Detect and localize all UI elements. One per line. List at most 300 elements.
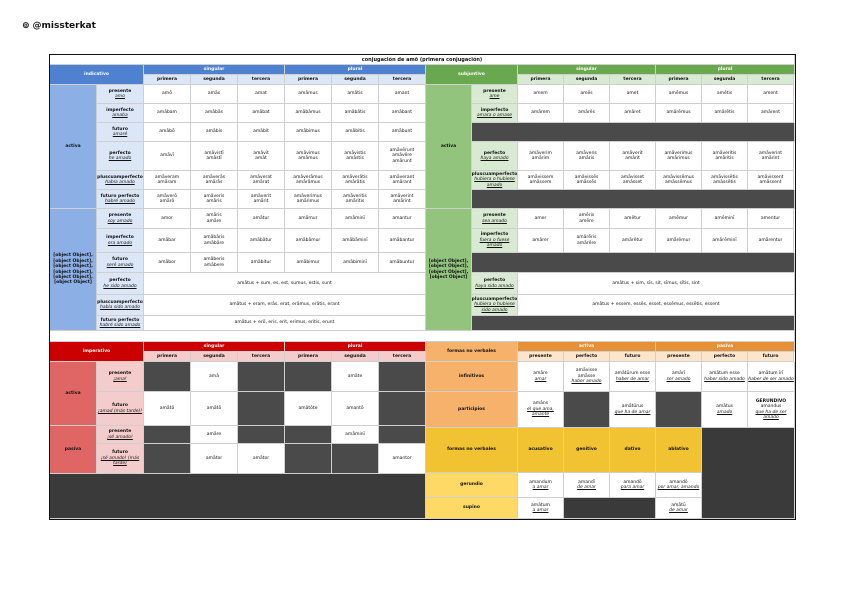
- form-gloss: para amar: [620, 485, 645, 490]
- form: amātūrum esse: [614, 371, 651, 377]
- empty-row: [472, 253, 795, 273]
- tense-indicativo-pasiva: [97, 273, 144, 295]
- empty-cell: [656, 392, 702, 428]
- form-cell: amāverint amārint: [748, 142, 794, 171]
- nonfinite-label: formas no verbales: [426, 342, 518, 362]
- periphrastic-cell: amātus + eram, erās, erat, erāmus, erātis, erant: [144, 295, 426, 316]
- form-cell: amārem: [518, 104, 564, 123]
- form-cell: amābar: [144, 229, 191, 253]
- form-cell: ament: [748, 85, 794, 104]
- form-cell: amāvissēmus amāssēmus: [656, 171, 702, 190]
- empty-cell: [238, 362, 285, 392]
- form: amāre: [533, 371, 548, 377]
- tense-name: futuro: [112, 126, 128, 132]
- form-cell: amārēmus: [656, 104, 702, 123]
- tense-subjuntivo-pasiva: [472, 229, 518, 253]
- header-person: primera: [518, 75, 564, 85]
- form-gloss: a amar: [532, 508, 549, 513]
- form-gloss: de amar: [669, 508, 688, 513]
- form-cell: [702, 362, 748, 392]
- form-cell: amēs: [564, 85, 610, 104]
- form-cell: amētur: [610, 209, 656, 229]
- header-tense: futuro: [610, 352, 656, 362]
- header-tense: perfecto: [702, 352, 748, 362]
- form-cell: amātor: [191, 444, 238, 474]
- form-gloss: a amar: [532, 485, 549, 490]
- form-cell: [748, 362, 795, 392]
- form-cell: amātis: [332, 85, 379, 104]
- form-gloss: el que ama, amante: [527, 406, 554, 418]
- form-cell: amābāris amābāre: [191, 229, 238, 253]
- header-person: primera: [285, 75, 332, 85]
- form-cell: amāvistis amāstis: [332, 142, 379, 171]
- header-tense: perfecto: [564, 352, 610, 362]
- form-cell: amantō: [332, 392, 379, 426]
- form-cell: amāvissēs amāssēs: [564, 171, 610, 190]
- periphrastic-cell: amātus + erō, eris, erit, erimus, eritis, erunt: [144, 316, 426, 331]
- form-cell: amābiminī: [332, 253, 379, 273]
- form-cell: [702, 392, 748, 428]
- header-person: primera: [144, 75, 191, 85]
- empty-cell: [564, 498, 656, 519]
- tense-gloss: era amado: [107, 240, 133, 246]
- form-cell: [518, 362, 564, 392]
- tense-name: imperfecto: [106, 235, 134, 241]
- form-cell: amātor: [238, 444, 285, 474]
- form-cell: [518, 473, 564, 498]
- form-cell: [564, 362, 610, 392]
- tense-indicativo-pasiva: [97, 253, 144, 273]
- form-cell: amentur: [748, 209, 794, 229]
- form-cell: amāvistī amāstī: [191, 142, 238, 171]
- form-cell: amārēs: [564, 104, 610, 123]
- tense-name: futuro perfecto: [100, 193, 140, 199]
- form-cell: amāverimus amārimus: [656, 142, 702, 171]
- tense-gloss: haya amado: [480, 156, 509, 161]
- form-cell: [656, 473, 702, 498]
- tense-gloss: habré amado: [104, 199, 136, 204]
- form-cell: amāminī: [332, 209, 379, 229]
- form-cell: amātō: [144, 392, 191, 426]
- tense-indicativo-activa: [97, 190, 144, 209]
- form-cell: amābāminī: [332, 229, 379, 253]
- tense-name: pluscuamperfecto: [472, 296, 518, 302]
- form-cell: [656, 498, 702, 519]
- header-person: segunda: [332, 75, 379, 85]
- tense-indicativo-activa: [97, 171, 144, 190]
- tense-gloss: seré amado: [106, 262, 134, 268]
- tense-name: pluscuamperfecto: [472, 171, 518, 177]
- tense-gloss: haya sido amado: [475, 283, 514, 289]
- form-gloss: por amar, amando: [657, 485, 700, 490]
- tense-name: perfecto: [109, 150, 131, 156]
- periphrastic-cell: amātus + sim, sīs, sit, sīmus, sītis, sint: [518, 273, 795, 295]
- form-cell: amāris amāre: [191, 209, 238, 229]
- tense-gloss: había amado: [105, 180, 135, 185]
- form-cell: amāberis amābere: [191, 253, 238, 273]
- tense-name: perfecto: [483, 150, 506, 156]
- tense-subjuntivo-activa: [472, 171, 518, 190]
- form-gloss: que ha de amar: [614, 409, 651, 415]
- tense-imperativo-activa: [97, 392, 144, 426]
- form-cell: [610, 473, 656, 498]
- form-cell: amābit: [238, 123, 285, 142]
- form: amātum īrī: [758, 371, 784, 377]
- form-cell: amāverant amārant: [379, 171, 426, 190]
- form-cell: amāveritis amāritis: [332, 190, 379, 209]
- form-cell: amāveris amāris: [191, 190, 238, 209]
- tense-gloss: amaba: [112, 113, 128, 118]
- empty-cell: [379, 426, 426, 444]
- tense-name: presente: [108, 429, 132, 435]
- form-cell: amā: [191, 362, 238, 392]
- form-cell: [610, 392, 656, 428]
- infinitivos-label: infinitivos: [426, 362, 518, 392]
- form-cell: amāvērunt amāvēre amārunt: [379, 142, 426, 171]
- form-cell: [564, 473, 610, 498]
- tense-name: presente: [108, 88, 132, 94]
- form-cell: [656, 362, 702, 392]
- header-person: primera: [144, 352, 191, 362]
- form: amātum esse: [709, 371, 740, 377]
- tense-name: futuro perfecto: [100, 317, 140, 323]
- form: amātū: [671, 502, 686, 508]
- header-person: tercera: [379, 352, 426, 362]
- form-cell: amābātur: [238, 229, 285, 253]
- tense-indicativo-pasiva: [97, 295, 144, 316]
- empty-cell: [332, 444, 379, 474]
- table-title: conjugación de amō (primera conjugación): [50, 55, 795, 65]
- tense-gloss: ¡sé amado! (más tarde): [100, 455, 140, 467]
- tense-gloss: amaré: [112, 132, 128, 137]
- form-cell: amāverit amārit: [238, 190, 285, 209]
- empty-cell: [564, 392, 610, 428]
- imperativo-activa-label: activa: [50, 362, 97, 426]
- header-person: segunda: [191, 75, 238, 85]
- form-cell: amō: [144, 85, 191, 104]
- form: amandus: [760, 404, 782, 410]
- imperativo-pasiva-label: pasiva: [50, 426, 97, 474]
- form-cell: amētis: [702, 85, 748, 104]
- form: amandō: [623, 479, 642, 485]
- form-gloss: que ha de ser amado: [755, 409, 787, 420]
- tense-indicativo-pasiva: [97, 316, 144, 331]
- tense-subjuntivo-pasiva: [472, 295, 518, 316]
- subjuntivo-label: subjuntivo: [426, 65, 518, 85]
- form-cell: amābam: [144, 104, 191, 123]
- form-cell: amābāmur: [285, 229, 332, 253]
- header-plural: plural: [285, 65, 426, 75]
- form-cell: amer: [518, 209, 564, 229]
- form-cell: amāvissent amāssent: [748, 171, 794, 190]
- form-cell: amāveritis amāritis: [702, 142, 748, 171]
- header-singular: singular: [144, 342, 285, 352]
- tense-indicativo-pasiva: [97, 229, 144, 253]
- empty-cell: [285, 362, 332, 392]
- tense-name: imperfecto: [480, 232, 509, 238]
- empty-cell: [285, 426, 332, 444]
- tense-indicativo-activa: [97, 85, 144, 104]
- tense-gloss: amara o amase: [476, 113, 513, 118]
- form-cell: amābātis: [332, 104, 379, 123]
- form-cell: amāverit amārit: [610, 142, 656, 171]
- form-cell: amāverāmus amārāmus: [285, 171, 332, 190]
- form-cell: amābimus: [285, 123, 332, 142]
- form-cell: amāte: [332, 362, 379, 392]
- form: amātūrus: [621, 404, 644, 410]
- empty-cell: [144, 444, 191, 474]
- indicativo-pasiva-label: [object Object],[object Object],[object Object],[object Object],[object Object],[object Object]: [50, 209, 97, 331]
- tense-name: futuro: [112, 257, 128, 263]
- form: amārī: [672, 371, 685, 377]
- indicativo-activa-label: activa: [50, 85, 97, 209]
- form-cell: amāvit amāt: [238, 142, 285, 171]
- header-plural: plural: [656, 65, 795, 75]
- header-person: segunda: [564, 75, 610, 85]
- form-cell: amābunt: [379, 123, 426, 142]
- tense-gloss: ame: [489, 94, 500, 99]
- case-header: genitivo: [564, 428, 610, 473]
- header-person: tercera: [379, 75, 426, 85]
- tense-subjuntivo-pasiva: [472, 273, 518, 295]
- header-person: tercera: [238, 75, 285, 85]
- case-header: dativo: [610, 428, 656, 473]
- form-cell: amābuntur: [379, 253, 426, 273]
- tense-gloss: habré sido amado: [99, 323, 141, 328]
- form-cell: amātōte: [285, 392, 332, 426]
- tense-gloss: había sido amado: [99, 305, 141, 310]
- empty-cell: [144, 426, 191, 444]
- header-person: segunda: [191, 352, 238, 362]
- form-cell: amāret: [610, 104, 656, 123]
- tense-gloss: ¡amad (más tarde)!: [97, 408, 143, 414]
- form-cell: amāvī: [144, 142, 191, 171]
- form-cell: amātur: [238, 209, 285, 229]
- tense-gloss: amo: [115, 94, 125, 99]
- tense-gloss: ¡sé amado!: [107, 434, 133, 440]
- form-cell: amārēris amārēre: [564, 229, 610, 253]
- header-plural: plural: [285, 342, 426, 352]
- form-cell: amāverim amārim: [518, 142, 564, 171]
- tense-indicativo-activa: [97, 104, 144, 123]
- indicativo-label: indicativo: [50, 65, 144, 85]
- header-tense: futuro: [748, 352, 794, 362]
- form-cell: amāvisset amāsset: [610, 171, 656, 190]
- header-activa: activa: [518, 342, 656, 352]
- form-cell: amāveram amāram: [144, 171, 191, 190]
- cases-label: formas no verbales: [426, 428, 518, 473]
- form-cell: amēmus: [656, 85, 702, 104]
- form-gloss: haber sido amado: [704, 376, 745, 382]
- tense-name: imperfecto: [106, 107, 134, 113]
- periphrastic-cell: amātus + sum, es, est, sumus, estis, sunt: [144, 273, 426, 295]
- form-cell: amābitis: [332, 123, 379, 142]
- subjuntivo-pasiva-label: [object Object],[object Object],[object Object],[object Object]: [426, 209, 472, 331]
- empty-row: [472, 190, 795, 209]
- empty-row: [472, 123, 795, 142]
- form-cell: amārentur: [748, 229, 794, 253]
- form-cell: amārēmur: [656, 229, 702, 253]
- header-tense: presente: [518, 352, 564, 362]
- tense-name: pluscuamperfecto: [97, 299, 143, 305]
- form: amandum: [529, 479, 552, 485]
- header-tense: presente: [656, 352, 702, 362]
- form-cell: amēris amēre: [564, 209, 610, 229]
- form-cell: amās: [191, 85, 238, 104]
- instagram-icon: ⊚: [22, 21, 30, 31]
- spacer-row: [50, 331, 795, 342]
- form-gloss: amar: [534, 376, 547, 382]
- supino-label: supino: [426, 498, 518, 519]
- form: amandī: [578, 479, 595, 485]
- form-cell: amāveris amāris: [564, 142, 610, 171]
- form-cell: amābimur: [285, 253, 332, 273]
- tense-gloss: he sido amado: [103, 283, 137, 289]
- form-gloss: ser amado: [666, 376, 691, 382]
- form-cell: amāre: [191, 426, 238, 444]
- tense-subjuntivo-activa: [472, 104, 518, 123]
- empty-cell: [144, 362, 191, 392]
- tense-name: perfecto: [483, 278, 506, 284]
- case-header: acusativo: [518, 428, 564, 473]
- tense-imperativo-activa: [97, 362, 144, 392]
- header-person: primera: [656, 75, 702, 85]
- tense-name: pluscuamperfecto: [97, 174, 143, 180]
- empty-block: [50, 474, 426, 519]
- tense-indicativo-activa: [97, 142, 144, 171]
- form-cell: amārēminī: [702, 229, 748, 253]
- tense-name: futuro: [112, 403, 128, 409]
- tense-name: presente: [108, 371, 132, 377]
- empty-cell: [379, 362, 426, 392]
- form-cell: amābat: [238, 104, 285, 123]
- header-person: primera: [285, 352, 332, 362]
- header-person: tercera: [238, 352, 285, 362]
- form-cell: amāmur: [285, 209, 332, 229]
- form-cell: amāverat amārat: [238, 171, 285, 190]
- case-header: ablativo: [656, 428, 702, 473]
- conjugation-table: [49, 54, 796, 520]
- form-cell: [518, 392, 564, 428]
- tense-indicativo-activa: [97, 123, 144, 142]
- form-cell: amārer: [518, 229, 564, 253]
- form: amātum: [531, 502, 550, 508]
- gerundio-label: gerundio: [426, 473, 518, 498]
- periphrastic-cell: amātus + essem, essēs, esset, essēmus, essētis, essent: [518, 295, 795, 316]
- tense-gloss: hubiera o hubiese amado: [474, 177, 515, 188]
- form-cell: amāvissētis amāssētis: [702, 171, 748, 190]
- empty-cell: [238, 392, 285, 426]
- header-person: tercera: [610, 75, 656, 85]
- form: amandō: [669, 479, 688, 485]
- subjuntivo-activa-label: activa: [426, 85, 472, 209]
- tense-gloss: soy amado: [107, 218, 133, 224]
- form-cell: amārent: [748, 104, 794, 123]
- form-cell: amāverō amārō: [144, 190, 191, 209]
- form-cell: amāminī: [332, 426, 379, 444]
- gerundivo-cell: [748, 392, 795, 428]
- tense-imperativo-pasiva: [97, 444, 144, 474]
- header-person: segunda: [702, 75, 748, 85]
- form-cell: amārētur: [610, 229, 656, 253]
- form-cell: amantur: [379, 209, 426, 229]
- form-cell: amāverās amārās: [191, 171, 238, 190]
- tense-gloss: he amado: [108, 156, 132, 161]
- form-cell: amantor: [379, 444, 426, 474]
- form: amātus: [716, 404, 733, 410]
- form-gloss: amado: [716, 409, 733, 415]
- empty-block: [702, 428, 795, 519]
- form-cell: amābāmus: [285, 104, 332, 123]
- form-gloss: haber de amar: [615, 376, 650, 382]
- form-cell: amāvimus amāmus: [285, 142, 332, 171]
- tense-subjuntivo-activa: [472, 142, 518, 171]
- form-cell: amāverimus amārimus: [285, 190, 332, 209]
- header-singular: singular: [518, 65, 656, 75]
- tense-gloss: ¡ama!: [113, 376, 127, 382]
- form-cell: amāvissem amāssem: [518, 171, 564, 190]
- form-cell: amārētis: [702, 104, 748, 123]
- form-cell: amēminī: [702, 209, 748, 229]
- tense-name: imperfecto: [480, 107, 509, 113]
- watermark: [22, 21, 96, 31]
- form-cell: [518, 498, 564, 519]
- form-cell: amant: [379, 85, 426, 104]
- watermark-handle: @missterkat: [32, 21, 96, 31]
- form-cell: amāmus: [285, 85, 332, 104]
- participios-label: participios: [426, 392, 518, 428]
- form-gloss: haber de ser amado: [748, 376, 794, 382]
- empty-cell: [379, 392, 426, 426]
- form-cell: amāverātis amārātis: [332, 171, 379, 190]
- form-cell: amāverint amārint: [379, 190, 426, 209]
- header-person: segunda: [332, 352, 379, 362]
- tense-name: perfecto: [109, 278, 131, 284]
- gerundivo-title: GERUNDIVO: [755, 398, 787, 404]
- empty-cell: [285, 444, 332, 474]
- tense-subjuntivo-activa: [472, 85, 518, 104]
- form-cell: amem: [518, 85, 564, 104]
- form-cell: amābās: [191, 104, 238, 123]
- form-cell: amābitur: [238, 253, 285, 273]
- tense-imperativo-pasiva: [97, 426, 144, 444]
- form: amāns: [532, 401, 549, 407]
- form-cell: [610, 362, 656, 392]
- form-cell: amābant: [379, 104, 426, 123]
- header-pasiva: pasiva: [656, 342, 795, 352]
- form-cell: amābō: [144, 123, 191, 142]
- form-gloss: de amar: [577, 485, 596, 490]
- tense-gloss: sea amado: [482, 218, 507, 224]
- imperativo-label: imperativo: [50, 342, 144, 362]
- form-cell: amātō: [191, 392, 238, 426]
- tense-name: futuro: [112, 450, 128, 456]
- tense-name: presente: [483, 213, 506, 219]
- tense-subjuntivo-pasiva: [472, 209, 518, 229]
- form-gloss: haber amado: [571, 379, 602, 385]
- form-cell: amābis: [191, 123, 238, 142]
- tense-gloss: fuera o fuese amado: [479, 237, 510, 249]
- form-cell: amābantur: [379, 229, 426, 253]
- tense-gloss: hubiera o hubiese sido amado: [474, 302, 515, 313]
- header-person: tercera: [748, 75, 794, 85]
- tense-name: presente: [108, 213, 132, 219]
- form: amāvisse amāsse: [575, 368, 598, 379]
- header-singular: singular: [144, 65, 285, 75]
- tense-indicativo-pasiva: [97, 209, 144, 229]
- empty-row: [472, 316, 795, 331]
- empty-cell: [238, 426, 285, 444]
